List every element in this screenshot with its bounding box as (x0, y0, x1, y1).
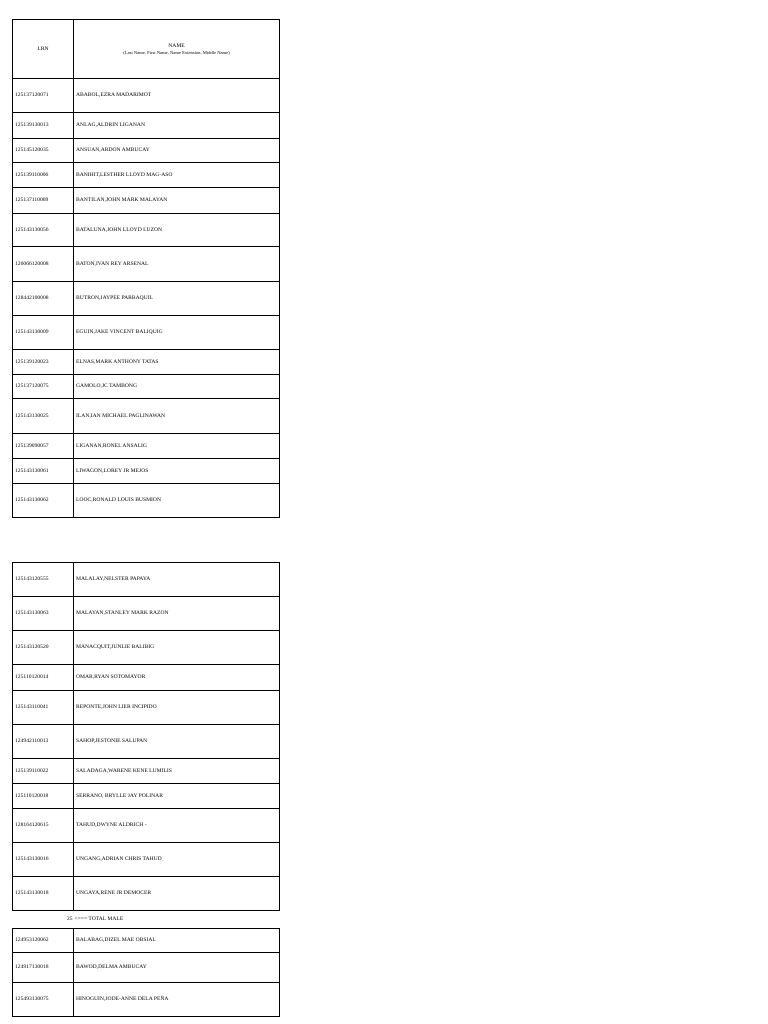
learner-name-cell: SALADAGA,WARENE KENE LUMILIS (74, 759, 280, 784)
learner-name-cell: ELNAS,MARK ANTHONY TATAS (74, 350, 280, 375)
learner-name-cell: TAHUD,DWYNE ALDRICH - (74, 809, 280, 843)
lrn-cell: 125139120023 (13, 350, 74, 375)
lrn-cell: 125143120520 (13, 631, 74, 665)
table-row (13, 631, 280, 665)
table-row (13, 983, 280, 1017)
learner-name-cell: EGUIN,JAKE VINCENT BALIQUIG (74, 316, 280, 350)
learner-name-cell: BAWOD,DELMA AMBUCAY (74, 953, 280, 983)
learner-name-cell: UNGAYA,RENE JR DEMOCER (74, 877, 280, 911)
learner-name-cell: SAHOP,JESTONIE SALUPAN (74, 725, 280, 759)
total-male-count: 25 (13, 911, 74, 929)
learner-name-cell: LIGANAN,RONEL ANSALIG (74, 434, 280, 459)
total-male-row (13, 911, 280, 929)
learner-name-cell: SERRANO, BRYLLE JAY POLINAR (74, 784, 280, 809)
lrn-cell: 125143130056 (13, 214, 74, 247)
learner-name-cell: BUTRON,JAYPEE PARBAQUIL (74, 282, 280, 316)
lrn-cell: 125145120035 (13, 139, 74, 163)
table-row (13, 691, 280, 725)
table-row (13, 316, 280, 350)
table-row (13, 665, 280, 691)
lrn-cell: 128442100008 (13, 282, 74, 316)
table-row (13, 139, 280, 163)
table-row (13, 759, 280, 784)
lrn-cell: 125139110022 (13, 759, 74, 784)
name-header-title: NAME (168, 43, 185, 50)
lrn-cell: 124953120062 (13, 929, 74, 953)
roster-table-page-2 (12, 562, 280, 1017)
table-row (13, 79, 280, 113)
table-row (13, 563, 280, 597)
table-row (13, 214, 280, 247)
lrn-cell: 125143130061 (13, 459, 74, 484)
table-row (13, 350, 280, 375)
lrn-cell: 125143130018 (13, 877, 74, 911)
lrn-cell: 125137120071 (13, 79, 74, 113)
learner-name-cell: BATALUNA,JOHN LLOYD LUZON (74, 214, 280, 247)
learner-name-cell: MALALAY,NELSTER PAPAYA (74, 563, 280, 597)
learner-name-cell: MANACQUIT,JUNLIE BALIBIG (74, 631, 280, 665)
learner-name-cell: BALABAG,DIZEL MAE OBSIAL (74, 929, 280, 953)
learner-name-cell: OMAR,RYAN SOTOMAYOR (74, 665, 280, 691)
lrn-cell: 125139090057 (13, 434, 74, 459)
learner-name-cell: BATON,IVAN REY ARSENAL (74, 247, 280, 282)
table-row (13, 809, 280, 843)
learner-name-cell: ANSUAN,ARDON AMBUCAY (74, 139, 280, 163)
table-row (13, 375, 280, 399)
table-row (13, 282, 280, 316)
learner-name-cell: GAMOLO,JC TAMBONG (74, 375, 280, 399)
lrn-cell: 125143130063 (13, 597, 74, 631)
lrn-cell: 126066120008 (13, 247, 74, 282)
learner-name-cell: MALAYAN,STANLEY MARK RAZON (74, 597, 280, 631)
lrn-cell: 125110120014 (13, 665, 74, 691)
table-row (13, 247, 280, 282)
learner-name-cell: BANIHIT,LESTHER LLOYD MAG-ASO (74, 163, 280, 188)
name-header-subtitle: (Last Name, First Name, Name Extension, Middle Name) (123, 49, 230, 55)
table-row (13, 163, 280, 188)
learner-name-cell: REPONTE,JOHN LIER INCIPIDO (74, 691, 280, 725)
lrn-cell: 125143130025 (13, 399, 74, 434)
learner-name-cell: UNGANG,ADRIAN CHRIS TAHUD (74, 843, 280, 877)
lrn-cell: 125143130009 (13, 316, 74, 350)
learner-name-cell: LOOC,RONALD LOUIS BUSMION (74, 484, 280, 518)
table-row (13, 113, 280, 139)
lrn-cell: 125137110009 (13, 188, 74, 214)
table-row (13, 459, 280, 484)
table-row (13, 188, 280, 214)
lrn-cell: 125143110041 (13, 691, 74, 725)
lrn-cell: 125143130016 (13, 843, 74, 877)
lrn-cell: 128164120615 (13, 809, 74, 843)
table-row (13, 597, 280, 631)
lrn-cell: 125110120018 (13, 784, 74, 809)
lrn-column-header: LRN (13, 20, 74, 79)
lrn-cell: 125139130013 (13, 113, 74, 139)
learner-name-cell: LIWAGON,LOREY JR MEJOS (74, 459, 280, 484)
learner-name-cell: ABABOL,EZRA MADARIMOT (74, 79, 280, 113)
table-row (13, 953, 280, 983)
name-column-header (74, 20, 280, 79)
lrn-cell: 124917130018 (13, 953, 74, 983)
table-row (13, 877, 280, 911)
total-male-label: <=== TOTAL MALE (74, 911, 280, 929)
learner-name-cell: BANTILAN,JOHN MARK MALAYAN (74, 188, 280, 214)
table-row (13, 725, 280, 759)
table-row (13, 484, 280, 518)
learner-name-cell: HINOGUIN,JODE-ANNE DELA PEÑA (74, 983, 280, 1017)
lrn-cell: 125143120555 (13, 563, 74, 597)
learner-name-cell: ANLAG,ALDRIN LIGANAN (74, 113, 280, 139)
table-row (13, 399, 280, 434)
lrn-cell: 125493130075 (13, 983, 74, 1017)
roster-table-page-1 (12, 19, 280, 518)
lrn-cell: 125137120075 (13, 375, 74, 399)
lrn-cell: 124942110013 (13, 725, 74, 759)
lrn-cell: 125139110006 (13, 163, 74, 188)
lrn-cell: 125143130062 (13, 484, 74, 518)
table-header-row (13, 20, 280, 79)
table-row (13, 929, 280, 953)
table-row (13, 434, 280, 459)
table-row (13, 843, 280, 877)
learner-name-cell: ILAN,IAN MICHAEL PAGLINAWAN (74, 399, 280, 434)
table-row (13, 784, 280, 809)
